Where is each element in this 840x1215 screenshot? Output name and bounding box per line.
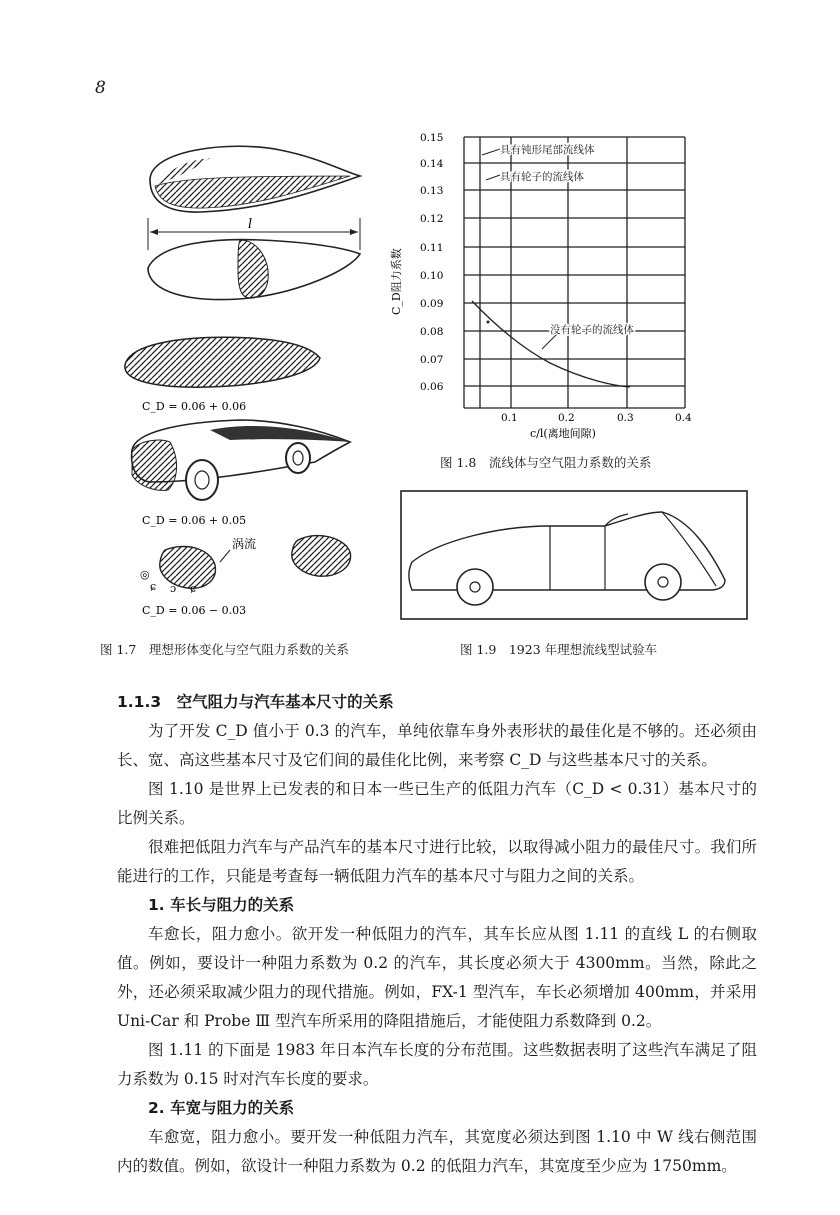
y-tick: 0.13 [420, 185, 444, 197]
x-tick: 0.3 [617, 412, 634, 424]
paragraph: 为了开发 C_D 值小于 0.3 的汽车，单纯依靠车身外表形状的最佳化是不够的。还必须由长、宽、高这些基本尺寸及它们间的最佳化比例，来考察 C_D 与这些基本尺寸的关系。 [117, 722, 757, 769]
y-tick: 0.08 [420, 326, 444, 338]
figure-1-7 [110, 120, 410, 630]
svg-text:ɕ: ɕ [150, 580, 157, 593]
y-tick: 0.07 [420, 354, 444, 366]
y-tick: 0.06 [420, 381, 444, 393]
annotation-with-wheels: 具有轮子的流线体 [500, 171, 584, 183]
x-tick: 0.2 [558, 412, 575, 424]
figure-1-9-caption: 图 1.9 1923 年理想流线型试验车 [460, 642, 658, 657]
svg-text:ɕ: ɕ [190, 582, 197, 595]
subheading: 2. 车宽与阻力的关系 [148, 1099, 295, 1117]
cd-label-2: C_D = 0.06 + 0.05 [142, 514, 247, 527]
teardrop-top-shape [150, 146, 360, 212]
length-label: l [248, 217, 253, 232]
paragraph: 车愈长，阻力愈小。欲开发一种低阻力的汽车，其车长应从图 1.11 的直线 L 的右侧取值。例如，要设计一种阻力系数为 0.2 的汽车，其长度必须大于 4300mm。当然，除此之外，还必须采取减少阻力的现代措施。例如，FX-1 型汽车，车长必须增加 400mm，并采用 Uni-Car 和 Probe Ⅲ 型汽车所采用的降阻措施后，才能使阻力系数降到 0.2。 [117, 925, 757, 1030]
cd-label-1: C_D = 0.06 + 0.06 [142, 400, 247, 413]
x-tick: 0.1 [501, 412, 518, 424]
streamlined-body-side [148, 240, 360, 300]
section-heading: 1.1.3 空气阻力与汽车基本尺寸的关系 [117, 693, 394, 711]
y-tick: 0.11 [420, 242, 444, 254]
y-tick-labels [420, 132, 444, 393]
figure-1-8-caption: 图 1.8 流线体与空气阻力系数的关系 [440, 455, 652, 470]
x-tick-labels [501, 412, 692, 424]
vortex-sections [140, 536, 351, 595]
flat-hatched-body [125, 337, 320, 387]
svg-text:◎: ◎ [140, 568, 150, 581]
y-axis-label: C_D阻力系数 [390, 248, 403, 315]
paragraph: 很难把低阻力汽车与产品汽车的基本尺寸进行比较，以取得减小阻力的最佳尺寸。我们所能进行的工作，只能是考查每一辆低阻力汽车的基本尺寸与阻力之间的关系。 [117, 838, 757, 885]
x-tick: 0.4 [675, 412, 692, 424]
figure-1-7-caption: 图 1.7 理想形体变化与空气阻力系数的关系 [100, 642, 349, 657]
page-number: 8 [95, 78, 106, 98]
subheading: 1. 车长与阻力的关系 [148, 896, 295, 914]
no-wheel-curve [472, 301, 630, 387]
cd-label-3: C_D = 0.06 − 0.03 [142, 604, 247, 617]
paragraph: 图 1.11 的下面是 1983 年日本汽车长度的分布范围。这些数据表明了这些汽车满足了阻力系数为 0.15 时对汽车长度的要求。 [117, 1041, 757, 1088]
figure-1-9 [400, 490, 750, 622]
y-tick: 0.10 [420, 270, 444, 282]
y-tick: 0.09 [420, 298, 444, 310]
vortex-label: 涡流 [232, 537, 257, 551]
y-tick: 0.15 [420, 132, 444, 144]
annotation-no-wheels: 没有轮子的流线体 [550, 324, 634, 336]
body-text [117, 688, 757, 1181]
figure-1-8-chart [380, 125, 710, 445]
paragraph: 车愈宽，阻力愈小。要开发一种低阻力汽车，其宽度必须达到图 1.10 中 W 线右侧范围内的数值。例如，欲设计一种阻力系数为 0.2 的低阻力汽车，其宽度至少应为 1750mm。 [117, 1128, 757, 1175]
y-tick: 0.14 [420, 158, 444, 170]
x-axis-label: c/l(离地间隙) [530, 427, 596, 440]
wheeled-body-shape [132, 420, 350, 500]
y-tick: 0.12 [420, 213, 444, 225]
paragraph: 图 1.10 是世界上已发表的和日本一些已生产的低阻力汽车（C_D < 0.31）基本尺寸的比例关系。 [117, 780, 757, 827]
svg-text:ɔ: ɔ [170, 582, 177, 595]
annotation-blunt-tail: 具有钝形尾部流线体 [500, 144, 595, 156]
